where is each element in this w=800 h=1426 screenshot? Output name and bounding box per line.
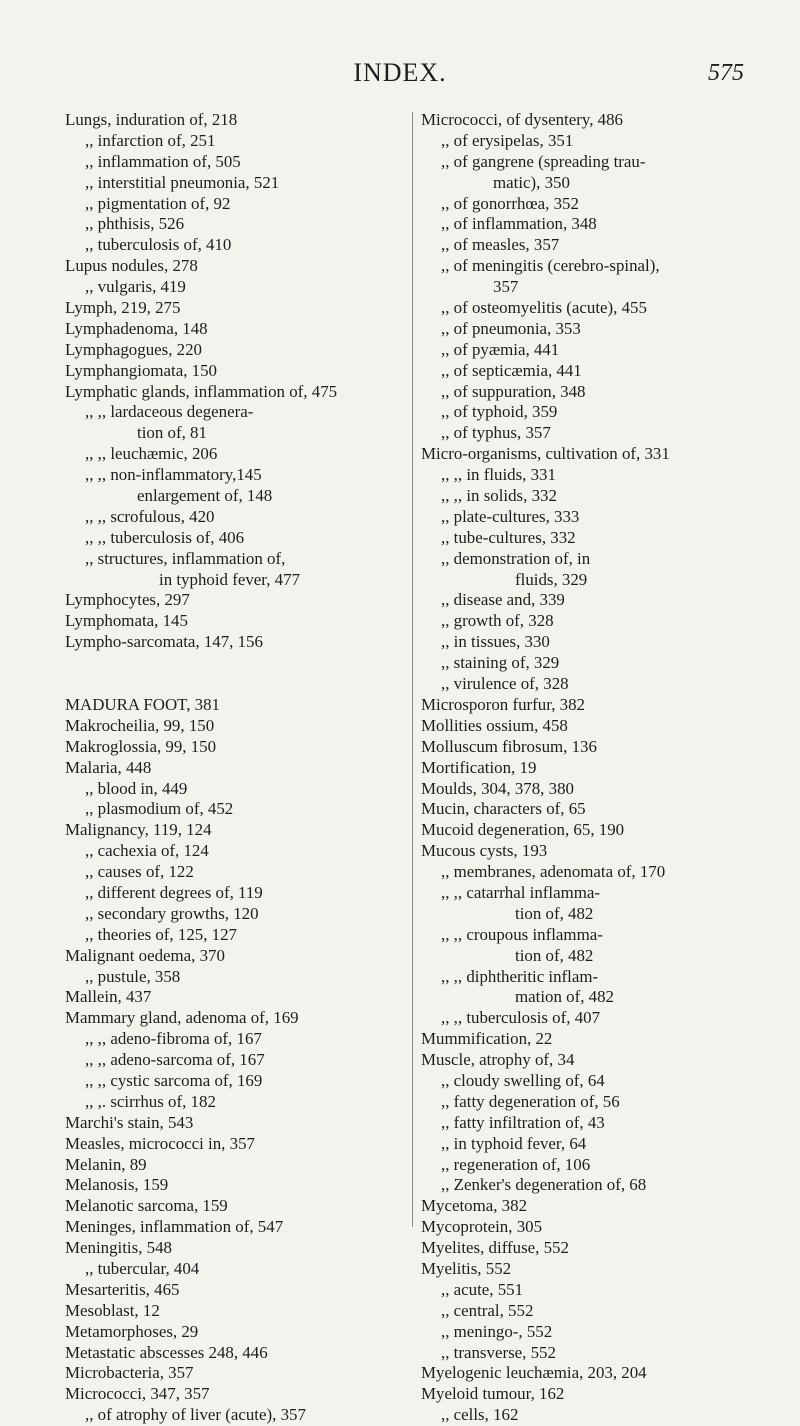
index-entry: Lymphocytes, 297 <box>65 590 190 610</box>
index-entry: MADURA FOOT, 381 <box>65 694 221 714</box>
index-entry: ,, plate-cultures, 333 <box>441 506 580 526</box>
index-entry: 357 <box>493 277 519 297</box>
index-entry: enlargement of, 148 <box>137 486 273 506</box>
index-entry: ,, different degrees of, 119 <box>85 882 263 902</box>
index-entry: Mortification, 19 <box>421 757 537 777</box>
index-entry: Malignancy, 119, 124 <box>65 820 212 840</box>
index-entry: ,, of pyæmia, 441 <box>441 339 560 359</box>
index-entry: Mycetoma, 382 <box>421 1196 528 1216</box>
index-entry: ,, blood in, 449 <box>85 778 188 798</box>
index-entry: ,, interstitial pneumonia, 521 <box>85 172 280 192</box>
index-entry: Mummification, 22 <box>421 1029 553 1049</box>
index-entry: ,, ,, cystic sarcoma of, 169 <box>85 1070 263 1090</box>
index-entry: Myelites, diffuse, 552 <box>421 1238 569 1258</box>
index-entry: Measles, micrococci in, 357 <box>65 1133 255 1153</box>
index-entry: ,, ,, in solids, 332 <box>441 486 557 506</box>
index-entry: Lymphangiomata, 150 <box>65 360 217 380</box>
index-entry: ,, ,, scrofulous, 420 <box>85 506 215 526</box>
index-entry: tion of, 81 <box>137 423 207 443</box>
index-entry: ,, staining of, 329 <box>441 653 560 673</box>
index-entry: ,, ,, non-inflammatory,145 <box>85 465 262 485</box>
index-entry: Metamorphoses, 29 <box>65 1321 199 1341</box>
index-entry: mation of, 482 <box>515 987 614 1007</box>
index-entry: Lymphagogues, 220 <box>65 339 202 359</box>
index-entry: ,, vulgaris, 419 <box>85 277 186 297</box>
index-entry: ,, disease and, 339 <box>441 590 565 610</box>
index-entry: ,, in tissues, 330 <box>441 632 550 652</box>
index-entry: fluids, 329 <box>515 569 588 589</box>
index-entry: Mesarteritis, 465 <box>65 1279 180 1299</box>
index-entry: ,, regeneration of, 106 <box>441 1154 591 1174</box>
index-entry: ,, of pneumonia, 353 <box>441 318 581 338</box>
index-entry: Muscle, atrophy of, 34 <box>421 1050 575 1070</box>
index-entry: Mallein, 437 <box>65 987 152 1007</box>
index-entry: ,, virulence of, 328 <box>441 674 569 694</box>
page-number: 575 <box>708 60 744 86</box>
index-entry: ,, cloudy swelling of, 64 <box>441 1070 605 1090</box>
index-entry: ,, ,, in fluids, 331 <box>441 465 556 485</box>
index-entry: ,, ,, diphtheritic inflam- <box>441 966 599 986</box>
index-entry: Microsporon furfur, 382 <box>421 694 585 714</box>
index-entry: Metastatic abscesses 248, 446 <box>65 1342 268 1362</box>
index-entry: ,, ,, croupous inflamma- <box>441 924 603 944</box>
index-entry: ,, ,, tuberculosis of, 406 <box>85 527 245 547</box>
index-entry: Marchi's stain, 543 <box>65 1112 194 1132</box>
index-entry: ,, of gangrene (spreading trau- <box>441 151 646 171</box>
index-entry: ,, Zenker's degeneration of, 68 <box>441 1175 647 1195</box>
index-entry: ,, fatty degeneration of, 56 <box>441 1091 620 1111</box>
index-entry: ,, of osteomyelitis (acute), 455 <box>441 298 647 318</box>
index-entry: ,, ,, leuchæmic, 206 <box>85 444 218 464</box>
index-entry: ,, structures, inflammation of, <box>85 548 286 568</box>
index-entry: ,, tuberculosis of, 410 <box>85 235 232 255</box>
index-entry: ,, of measles, 357 <box>441 235 560 255</box>
index-entry: ,, demonstration of, in <box>441 548 591 568</box>
index-entry: Mammary gland, adenoma of, 169 <box>65 1008 299 1028</box>
index-entry: ,, central, 552 <box>441 1300 534 1320</box>
index-entry: ,, infarction of, 251 <box>85 130 216 150</box>
index-entry: Mucoid degeneration, 65, 190 <box>421 820 625 840</box>
index-entry: ,, theories of, 125, 127 <box>85 924 237 944</box>
index-entry: ,, ,, tuberculosis of, 407 <box>441 1008 601 1028</box>
index-entry: Lymphatic glands, inflammation of, 475 <box>65 381 338 401</box>
index-entry: ,, cells, 162 <box>441 1405 519 1425</box>
index-entry: ,, in typhoid fever, 64 <box>441 1133 587 1153</box>
index-entry: ,, of typhus, 357 <box>441 423 551 443</box>
index-entry: Lymph, 219, 275 <box>65 298 181 318</box>
index-entry: ,, of atrophy of liver (acute), 357 <box>85 1405 306 1425</box>
index-entry: ,, meningo-, 552 <box>441 1321 553 1341</box>
index-entry: Lungs, induration of, 218 <box>65 110 238 129</box>
index-entry: Meninges, inflammation of, 547 <box>65 1217 284 1237</box>
index-entry: Malignant oedema, 370 <box>65 945 225 965</box>
index-entry: Myelogenic leuchæmia, 203, 204 <box>421 1363 647 1383</box>
index-entry: tion of, 482 <box>515 903 594 923</box>
index-entry: ,, phthisis, 526 <box>85 214 185 234</box>
index-spacer <box>65 674 405 695</box>
index-entry: Mucin, characters of, 65 <box>421 799 586 819</box>
index-column-left <box>65 110 405 1426</box>
index-entry: ,, of erysipelas, 351 <box>441 130 574 150</box>
page-header <box>0 58 800 98</box>
index-entry: matic), 350 <box>493 172 570 192</box>
index-entry: Myelitis, 552 <box>421 1258 512 1278</box>
index-entry: Lympho-sarcomata, 147, 156 <box>65 632 263 652</box>
index-entry: Microbacteria, 357 <box>65 1363 194 1383</box>
index-entry: Melanin, 89 <box>65 1154 147 1174</box>
index-entry: ,, ,, lardaceous degenera- <box>85 402 254 422</box>
index-entry: ,, of inflammation, 348 <box>441 214 597 234</box>
index-entry: ,, cachexia of, 124 <box>85 841 209 861</box>
index-entry: Mollities ossium, 458 <box>421 715 568 735</box>
index-entry: ,, causes of, 122 <box>85 862 194 882</box>
index-entry: ,, tubercular, 404 <box>85 1258 200 1278</box>
index-entry: Melanosis, 159 <box>65 1175 169 1195</box>
index-entry: Mesoblast, 12 <box>65 1300 160 1320</box>
page-title: INDEX. <box>353 58 447 87</box>
index-spacer <box>65 653 405 674</box>
index-entry: in typhoid fever, 477 <box>159 569 300 589</box>
index-entry: ,, of typhoid, 359 <box>441 402 558 422</box>
index-entry: Mycoprotein, 305 <box>421 1217 543 1237</box>
index-entry: ,, membranes, adenomata of, 170 <box>441 862 666 882</box>
index-entry: ,, of gonorrhœa, 352 <box>441 193 579 213</box>
index-entry: ,, ,, adeno-fibroma of, 167 <box>85 1029 262 1049</box>
index-entry: Lymphadenoma, 148 <box>65 318 208 338</box>
index-entry: ,, inflammation of, 505 <box>85 151 241 171</box>
index-entry: Micrococci, 347, 357 <box>65 1384 210 1404</box>
index-column-right <box>421 110 766 1426</box>
index-entry: ,, of meningitis (cerebro-spinal), <box>441 256 660 276</box>
index-entry: ,, of suppuration, 348 <box>441 381 586 401</box>
index-entry: Moulds, 304, 378, 380 <box>421 778 574 798</box>
index-entry: ,, fatty infiltration of, 43 <box>441 1112 605 1132</box>
index-entry: Mucous cysts, 193 <box>421 841 548 861</box>
index-entry: Micro-organisms, cultivation of, 331 <box>421 444 670 464</box>
index-entry: Molluscum fibrosum, 136 <box>421 736 597 756</box>
index-entry: Malaria, 448 <box>65 757 152 777</box>
index-entry: ,, pigmentation of, 92 <box>85 193 231 213</box>
column-divider <box>412 112 413 1227</box>
index-entry: Lymphomata, 145 <box>65 611 188 631</box>
index-entry: ,, pustule, 358 <box>85 966 181 986</box>
index-entry: tion of, 482 <box>515 945 594 965</box>
index-entry: ,, plasmodium of, 452 <box>85 799 234 819</box>
index-entry: ,, transverse, 552 <box>441 1342 556 1362</box>
index-entry: ,, growth of, 328 <box>441 611 554 631</box>
index-entry: Makroglossia, 99, 150 <box>65 736 217 756</box>
index-entry: Meningitis, 548 <box>65 1238 172 1258</box>
index-entry: ,, tube-cultures, 332 <box>441 527 576 547</box>
index-entry: ,, ,. scirrhus of, 182 <box>85 1091 216 1111</box>
index-entry: Makrocheilia, 99, 150 <box>65 715 215 735</box>
index-entry: Micrococci, of dysentery, 486 <box>421 110 623 129</box>
index-entry: Melanotic sarcoma, 159 <box>65 1196 228 1216</box>
index-entry: Myeloid tumour, 162 <box>421 1384 565 1404</box>
index-entry: ,, secondary growths, 120 <box>85 903 259 923</box>
index-entry: ,, acute, 551 <box>441 1279 524 1299</box>
index-entry: Lupus nodules, 278 <box>65 256 198 276</box>
index-entry: ,, of septicæmia, 441 <box>441 360 582 380</box>
index-entry: ,, ,, adeno-sarcoma of, 167 <box>85 1050 265 1070</box>
index-entry: ,, ,, catarrhal inflamma- <box>441 882 600 902</box>
